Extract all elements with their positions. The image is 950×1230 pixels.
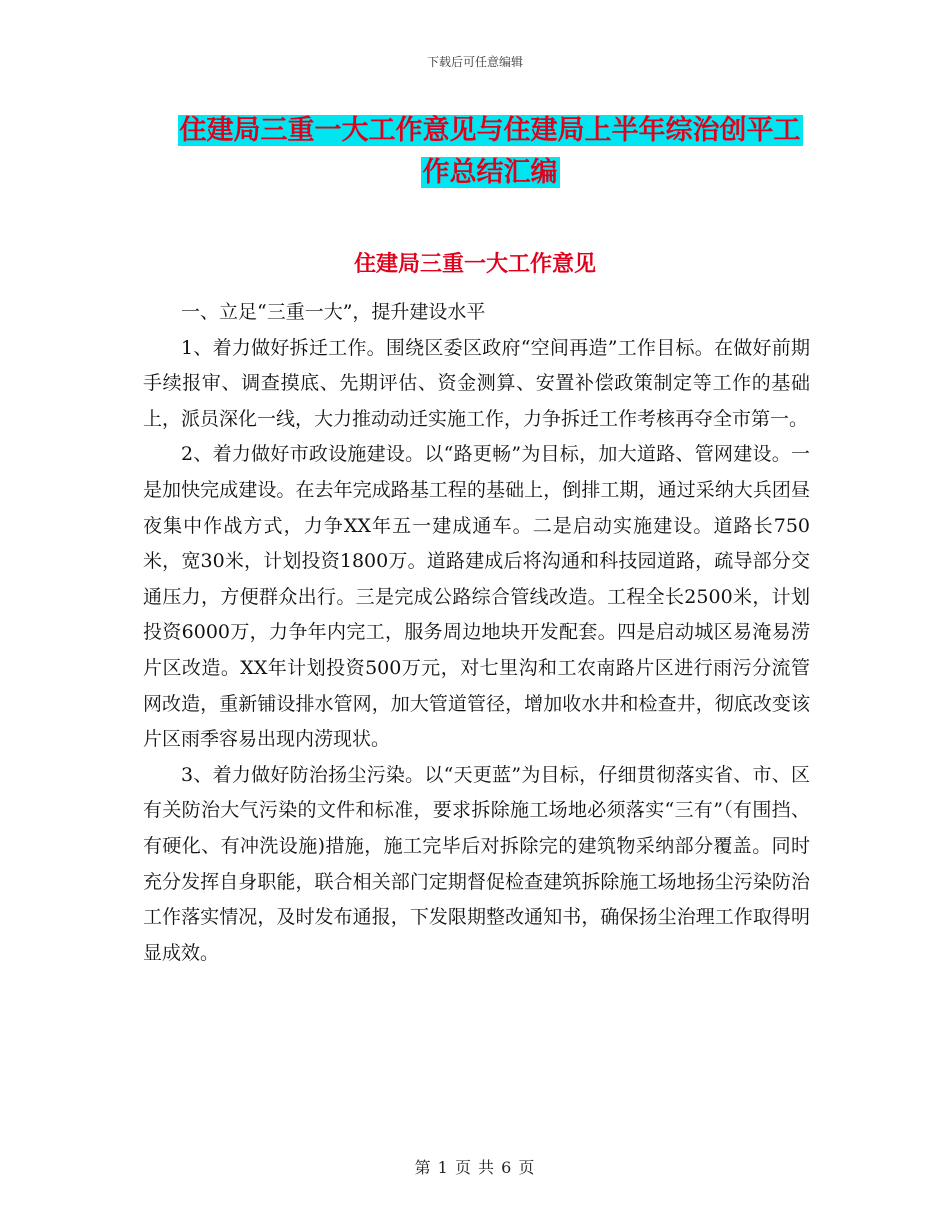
- section-title: 住建局三重一大工作意见: [353, 252, 596, 277]
- paragraph-municipal-facilities: 2、着力做好市政设施建设。以“路更畅”为目标，加大道路、管网建设。一是加快完成建设。在去年完成路基工程的基础上，倒排工期，通过采纳大兵团昼夜集中作战方式，力争XX年五一建成通车。二是启动实施建设。道路长750米，宽30米，计划投资1800万。道路建成后将沟通和科技园道路，疏导部分交通压力，方便群众出行。三是完成公路综合管线改造。工程全长2500米，计划投资6000万，力争年内完工，服务周边地块开发配套。四是启动城区易淹易涝片区改造。XX年计划投资500万元，对七里沟和工农南路片区进行雨污分流管网改造，重新铺设排水管网，加大管道管径，增加收水井和检查井，彻底改变该片区雨季容易出现内涝现状。: [143, 443, 810, 751]
- header-note: 下载后可任意编辑: [426, 55, 523, 69]
- document-title-line-1: 住建局三重一大工作意见与住建局上半年综治创平工: [179, 115, 801, 146]
- document-title-line-2: 作总结汇编: [422, 157, 558, 188]
- paragraph-dust-control: 3、着力做好防治扬尘污染。以“天更蓝”为目标，仔细贯彻落实省、市、区有关防治大气污染的文件和标准，要求拆除施工场地必须落实“三有”（有围挡、有硬化、有冲洗设施)措施，施工完毕后对拆除完的建筑物采纳部分覆盖。同时充分发挥自身职能，联合相关部门定期督促检查建筑拆除施工场地扬尘污染防治工作落实情况，及时发布通报，下发限期整改通知书，确保扬尘治理工作取得明显成效。: [143, 763, 810, 964]
- paragraph-heading-1: 一、立足“三重一大”，提升建设水平: [181, 301, 486, 323]
- page-number-footer: 第 1 页 共 6 页: [414, 1158, 536, 1177]
- paragraph-demolition: 1、着力做好拆迁工作。围绕区委区政府“空间再造”工作目标。在做好前期手续报审、调查摸底、先期评估、资金测算、安置补偿政策制定等工作的基础上，派员深化一线，大力推动动迁实施工作，力争拆迁工作考核再夺全市第一。: [143, 336, 810, 430]
- body-text: [143, 295, 810, 971]
- document-title: [140, 110, 840, 194]
